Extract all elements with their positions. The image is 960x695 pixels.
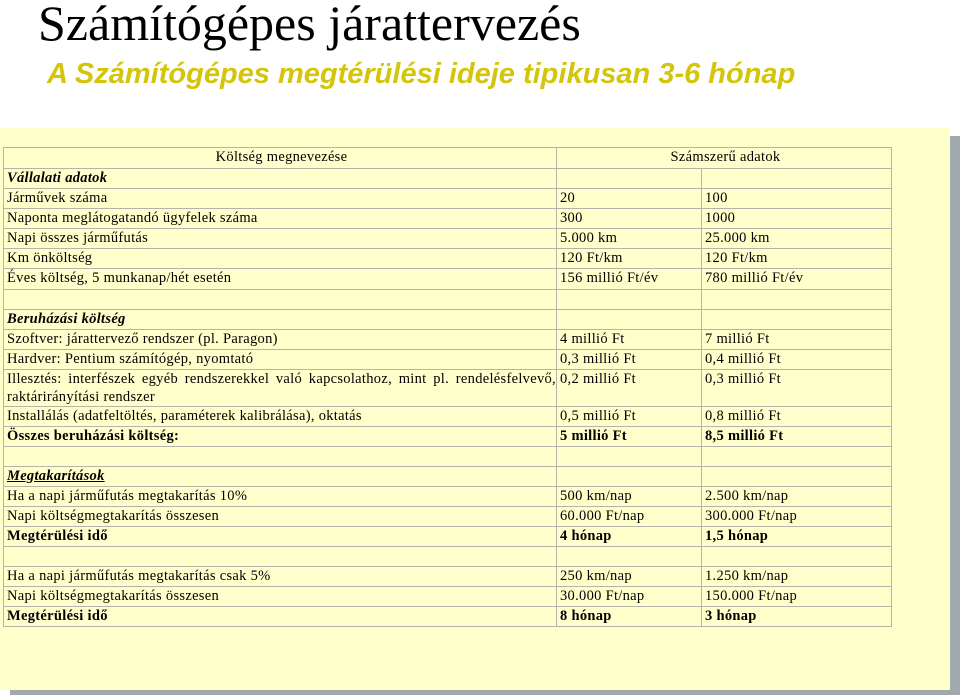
section-row-vallalati [4, 169, 892, 189]
row-label: Napi költségmegtakarítás összesen [4, 587, 557, 607]
table-row [4, 507, 892, 527]
payback-row [4, 527, 892, 547]
row-label: Illesztés: interfészek egyéb rendszerekkel való kapcsolathoz, mint pl. rendelésfelvevő, raktárirányítási rendszer [4, 370, 557, 407]
row-label: Napi összes járműfutás [4, 229, 557, 249]
table-row [4, 350, 892, 370]
total-value-a: 5 millió Ft [557, 427, 702, 447]
table-row [4, 269, 892, 290]
column-header-cost-name: Költség megnevezése [4, 148, 557, 169]
row-label: Éves költség, 5 munkanap/hét esetén [4, 269, 557, 290]
page-subtitle: A Számítógépes megtérülési ideje tipikusan 3-6 hónap [47, 58, 796, 90]
value-b: 7 millió Ft [702, 330, 892, 350]
table-row [4, 330, 892, 350]
value-a: 500 km/nap [557, 487, 702, 507]
value-b: 1000 [702, 209, 892, 229]
value-a: 0,3 millió Ft [557, 350, 702, 370]
payback-label: Megtérülési idő [4, 607, 557, 627]
value-a: 20 [557, 189, 702, 209]
row-label: Hardver: Pentium számítógép, nyomtató [4, 350, 557, 370]
section-title-vallalati: Vállalati adatok [4, 169, 557, 189]
spacer-row [4, 547, 892, 567]
column-header-numeric-data: Számszerű adatok [557, 148, 892, 169]
value-b: 0,3 millió Ft [702, 370, 892, 407]
table-row [4, 229, 892, 249]
value-a: 5.000 km [557, 229, 702, 249]
total-label: Összes beruházási költség: [4, 427, 557, 447]
value-a: 30.000 Ft/nap [557, 587, 702, 607]
payback-value-a: 8 hónap [557, 607, 702, 627]
table-row [4, 567, 892, 587]
payback-label: Megtérülési idő [4, 527, 557, 547]
payback-value-b: 1,5 hónap [702, 527, 892, 547]
value-a: 60.000 Ft/nap [557, 507, 702, 527]
value-b: 100 [702, 189, 892, 209]
row-label: Ha a napi járműfutás megtakarítás 10% [4, 487, 557, 507]
section-row-beruhazasi [4, 310, 892, 330]
page-title: Számítógépes járattervezés [38, 0, 581, 51]
value-b: 300.000 Ft/nap [702, 507, 892, 527]
value-a: 120 Ft/km [557, 249, 702, 269]
section-title-beruhazasi: Beruházási költség [4, 310, 557, 330]
value-b: 0,8 millió Ft [702, 407, 892, 427]
value-b: 120 Ft/km [702, 249, 892, 269]
row-label: Szoftver: járattervező rendszer (pl. Paragon) [4, 330, 557, 350]
value-b: 780 millió Ft/év [702, 269, 892, 290]
value-a: 4 millió Ft [557, 330, 702, 350]
section-row-megtakaritasok [4, 467, 892, 487]
table-row [4, 487, 892, 507]
value-b: 150.000 Ft/nap [702, 587, 892, 607]
table-row [4, 189, 892, 209]
table-row [4, 370, 892, 407]
row-label: Km önköltség [4, 249, 557, 269]
payback-row [4, 607, 892, 627]
value-a: 156 millió Ft/év [557, 269, 702, 290]
table-header-row [4, 148, 892, 169]
row-label: Ha a napi járműfutás megtakarítás csak 5% [4, 567, 557, 587]
total-row [4, 427, 892, 447]
table-row [4, 587, 892, 607]
cost-table [3, 147, 892, 627]
spacer-row [4, 290, 892, 310]
section-title-megtakaritasok: Megtakarítások [4, 467, 557, 487]
table-row [4, 249, 892, 269]
value-a: 0,5 millió Ft [557, 407, 702, 427]
value-a: 300 [557, 209, 702, 229]
total-value-b: 8,5 millió Ft [702, 427, 892, 447]
row-label: Napi költségmegtakarítás összesen [4, 507, 557, 527]
row-label: Naponta meglátogatandó ügyfelek száma [4, 209, 557, 229]
spacer-row [4, 447, 892, 467]
value-b: 25.000 km [702, 229, 892, 249]
row-label: Installálás (adatfeltöltés, paraméterek kalibrálása), oktatás [4, 407, 557, 427]
payback-value-a: 4 hónap [557, 527, 702, 547]
table-row [4, 209, 892, 229]
value-b: 1.250 km/nap [702, 567, 892, 587]
value-a: 250 km/nap [557, 567, 702, 587]
table-row [4, 407, 892, 427]
value-b: 0,4 millió Ft [702, 350, 892, 370]
value-a: 0,2 millió Ft [557, 370, 702, 407]
value-b: 2.500 km/nap [702, 487, 892, 507]
payback-value-b: 3 hónap [702, 607, 892, 627]
row-label: Járművek száma [4, 189, 557, 209]
